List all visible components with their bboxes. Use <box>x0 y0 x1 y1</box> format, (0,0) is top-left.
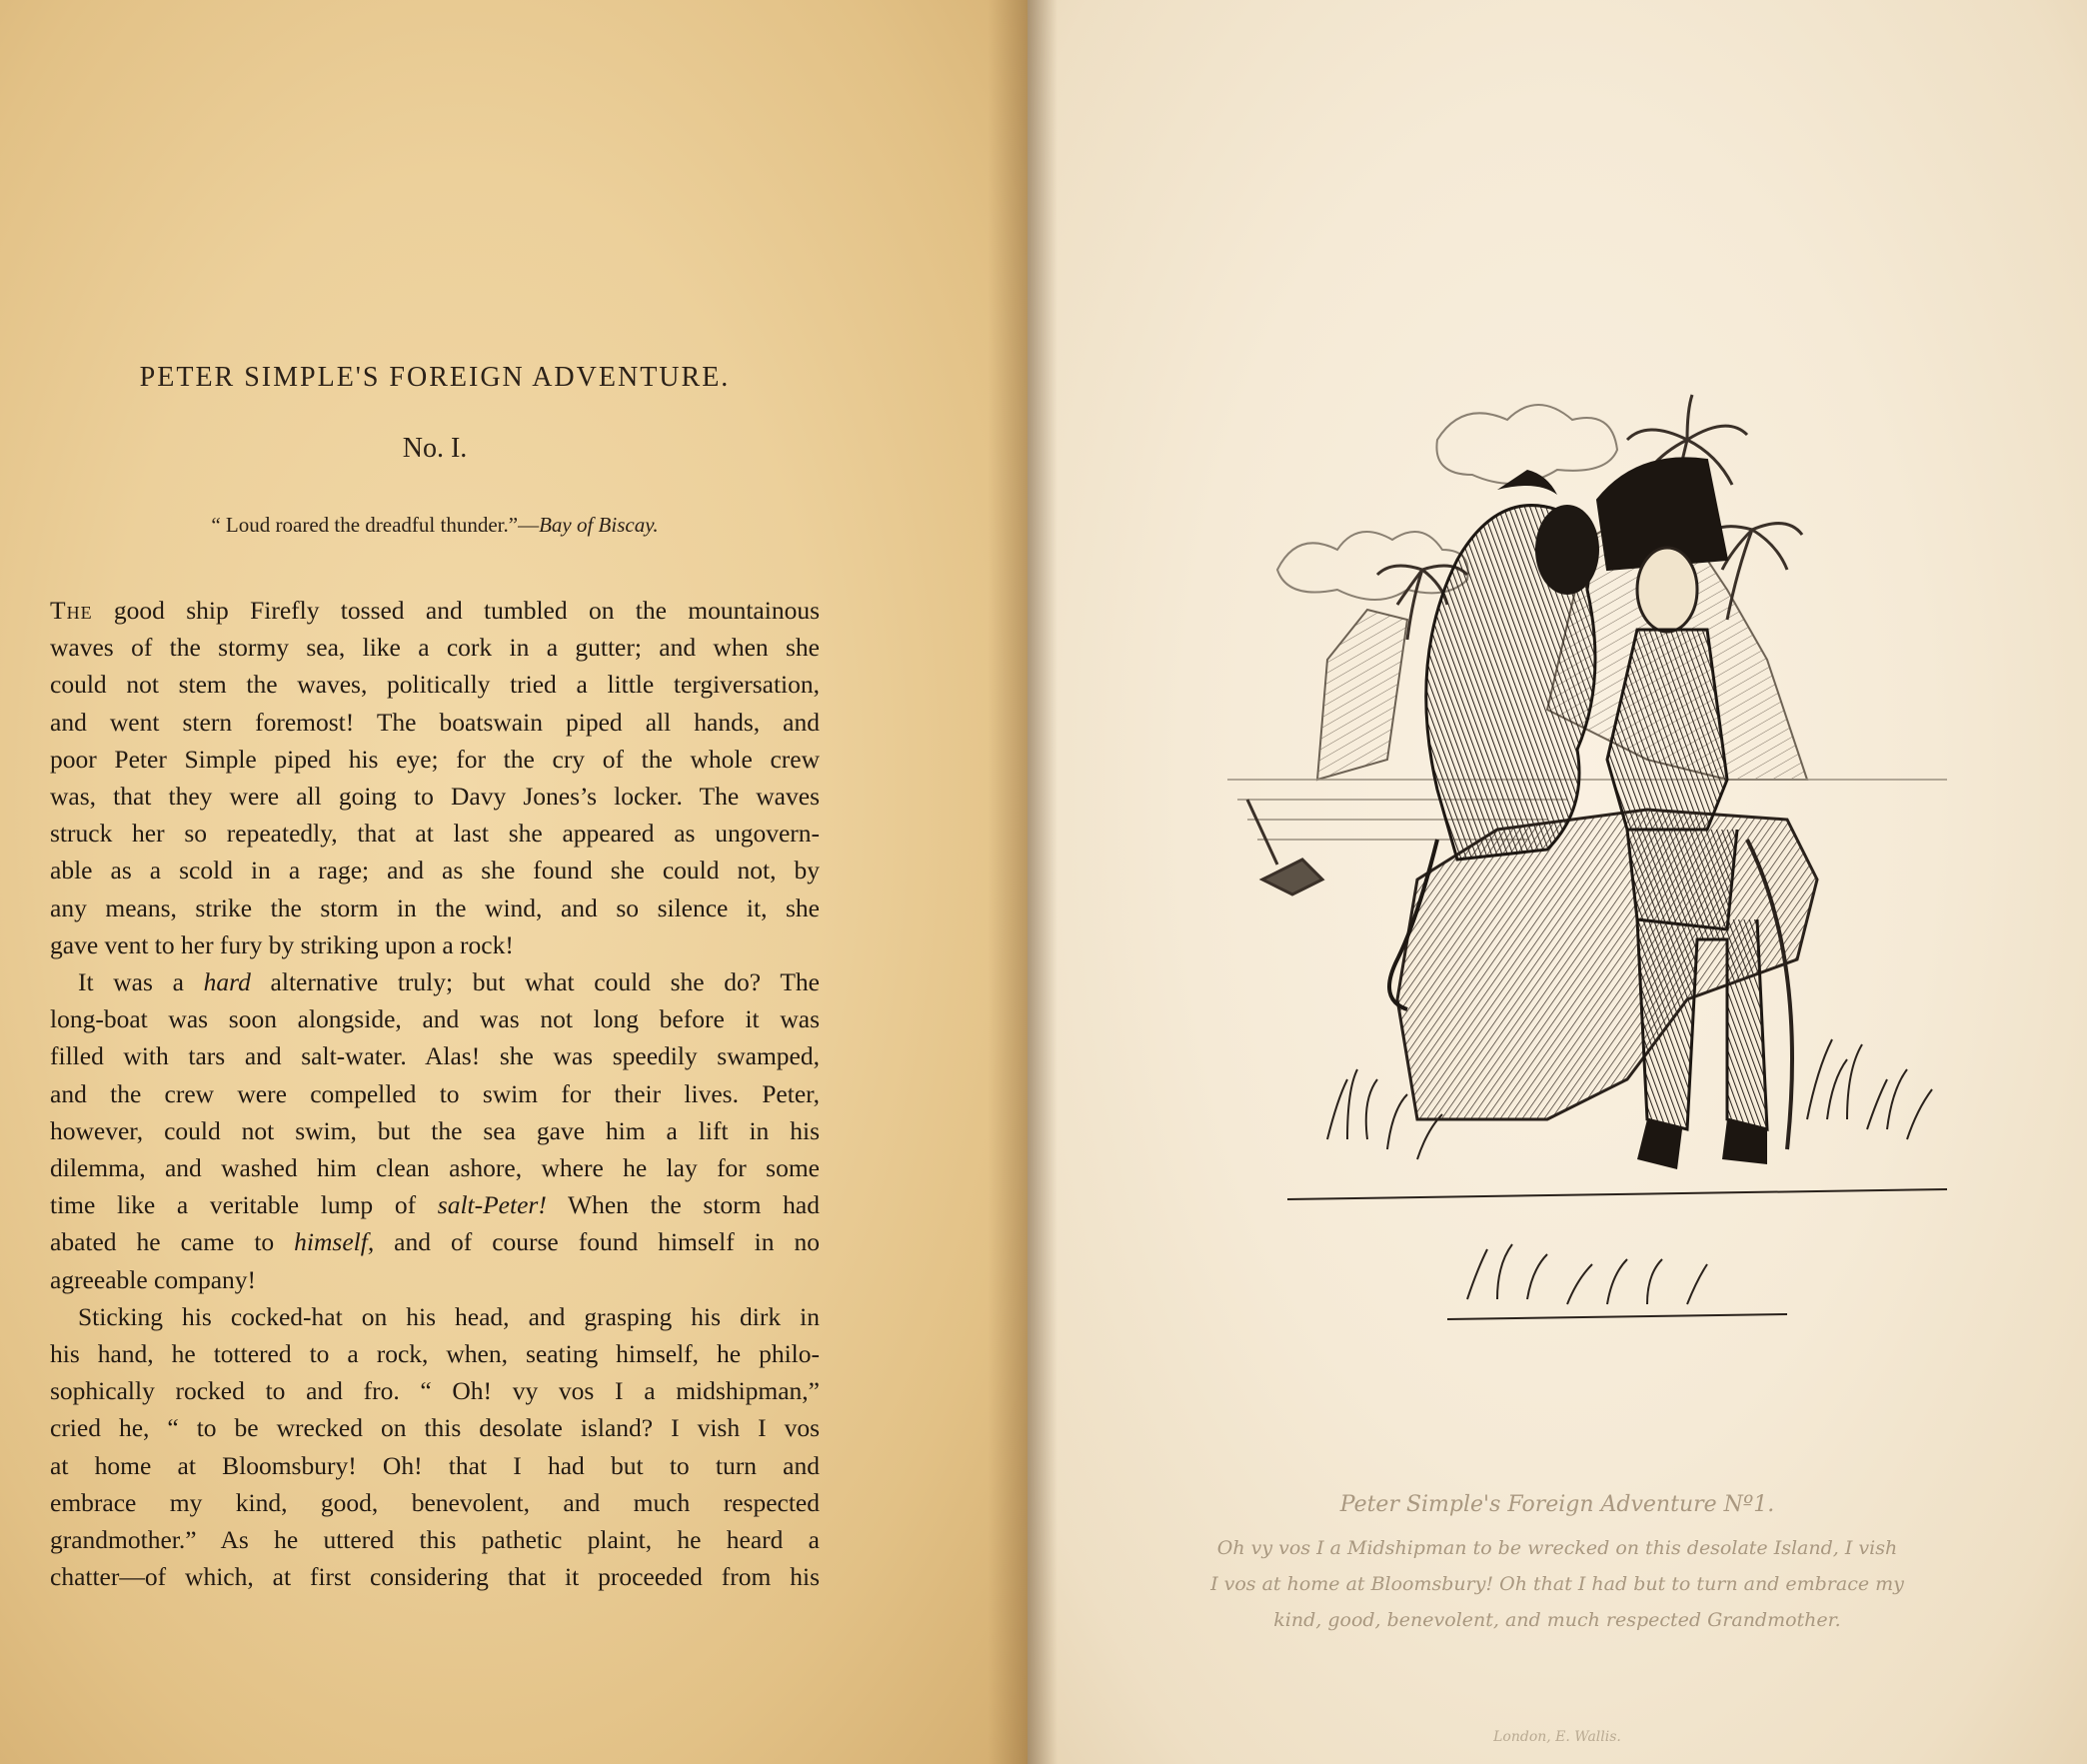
text-segment: himself, <box>294 1227 375 1257</box>
plate-caption-line: Oh vy vos I a Midshipman to be wrecked on this desolate Island, I vish <box>1216 1537 1898 1559</box>
text-segment: waves of the stormy sea, like a cork in a gutter; and when she <box>50 633 820 663</box>
text-line <box>50 1335 820 1372</box>
text-segment: good ship Firefly tossed and tumbled on the mountainous <box>92 596 820 625</box>
chapter-title: PETER SIMPLE'S FOREIGN ADVENTURE. <box>139 362 731 393</box>
text-line <box>50 1186 820 1223</box>
text-line <box>50 1037 820 1074</box>
text-segment: could not stem the waves, politically tried a little tergiversation, <box>50 670 820 700</box>
publisher-imprint: London, E. Wallis. <box>1493 1729 1621 1745</box>
text-line <box>50 1447 820 1484</box>
text-segment: sophically rocked to and fro. “ Oh! vy vos I a midshipman,” <box>50 1376 820 1406</box>
text-line <box>50 963 820 1000</box>
body-text <box>50 592 820 1595</box>
text-line <box>50 1409 820 1446</box>
text-line <box>50 852 820 888</box>
engraving-illustration <box>1167 360 2067 1409</box>
text-segment: time like a veritable lump of <box>50 1190 438 1220</box>
text-line <box>50 1484 820 1521</box>
text-line <box>50 629 820 666</box>
text-segment: dilemma, and washed him clean ashore, where he lay for some <box>50 1153 820 1183</box>
text-line <box>50 1075 820 1112</box>
text-segment: Sticking his cocked-hat on his head, and grasping his dirk in <box>78 1301 820 1331</box>
text-segment: was, that they were all going to Davy Jones’s locker. The waves <box>50 782 820 812</box>
text-segment: It was a <box>78 967 204 997</box>
right-page <box>1028 0 2087 1764</box>
text-segment: hard <box>203 967 251 997</box>
text-segment: and went stern foremost! The boatswain piped all hands, and <box>50 707 820 737</box>
text-segment: cried he, “ to be wrecked on this desolate island? I vish I vos <box>50 1413 820 1443</box>
text-line <box>50 704 820 741</box>
epigraph-quote: “ Loud roared the dreadful thunder.”— <box>211 513 540 537</box>
text-segment: his hand, he tottered to a rock, when, seating himself, he philo- <box>50 1339 820 1369</box>
text-line <box>50 1112 820 1149</box>
text-segment: long-boat was soon alongside, and was not long before it was <box>50 1004 820 1034</box>
text-segment: The <box>50 596 93 625</box>
text-line <box>50 1298 820 1335</box>
text-segment: When the storm had <box>546 1190 820 1220</box>
text-line <box>50 1558 820 1595</box>
chapter-number: No. I. <box>402 433 468 464</box>
text-segment: gave vent to her fury by striking upon a rock! <box>50 929 514 959</box>
text-line <box>50 1149 820 1186</box>
text-segment: embrace my kind, good, benevolent, and much respected <box>50 1487 820 1517</box>
text-segment: and the crew were compelled to swim for their lives. Peter, <box>50 1078 820 1108</box>
text-line <box>50 1000 820 1037</box>
text-segment: able as a scold in a rage; and as she found she could not, by <box>50 856 820 885</box>
text-line <box>50 889 820 926</box>
plate-caption-text <box>1087 1530 2027 1638</box>
text-segment: salt-Peter! <box>437 1190 547 1220</box>
text-segment: abated he came to <box>50 1227 295 1257</box>
epigraph <box>0 513 870 538</box>
text-segment: poor Peter Simple piped his eye; for the cry of the whole crew <box>50 744 820 774</box>
text-segment: however, could not swim, but the sea gave him a lift in his <box>50 1115 820 1145</box>
epigraph-source: Bay of Biscay. <box>539 513 659 537</box>
text-line <box>50 666 820 703</box>
text-segment: and of course found himself in no <box>374 1227 820 1257</box>
text-segment: agreeable company! <box>50 1264 257 1294</box>
text-line <box>50 1372 820 1409</box>
text-segment: chatter—of which, at first considering that it proceeded from his <box>50 1562 820 1592</box>
text-line <box>50 1261 820 1298</box>
text-segment: grandmother.” As he uttered this pathetic plaint, he heard a <box>50 1525 820 1555</box>
text-line <box>50 926 820 963</box>
text-line <box>50 1223 820 1260</box>
left-page <box>0 0 1028 1764</box>
shipwreck <box>1247 800 1322 894</box>
text-segment: filled with tars and salt-water. Alas! she was speedily swamped, <box>50 1041 820 1071</box>
plate-caption-line: I vos at home at Bloomsbury! Oh that I had but to turn and embrace my <box>1210 1573 1904 1595</box>
text-segment: at home at Bloomsbury! Oh! that I had but to turn and <box>50 1450 820 1480</box>
text-segment: alternative truly; but what could she do? The <box>250 967 820 997</box>
plate-caption-title: Peter Simple's Foreign Adventure Nº1. <box>1339 1492 1775 1517</box>
text-line <box>50 815 820 852</box>
plate-caption-line: kind, good, benevolent, and much respected Grandmother. <box>1273 1609 1841 1631</box>
text-segment: any means, strike the storm in the wind, and so silence it, she <box>50 892 820 922</box>
text-line <box>50 1521 820 1558</box>
text-line <box>50 778 820 815</box>
text-line <box>50 592 820 629</box>
text-segment: struck her so repeatedly, that at last she appeared as ungovern- <box>50 819 820 849</box>
text-line <box>50 741 820 778</box>
